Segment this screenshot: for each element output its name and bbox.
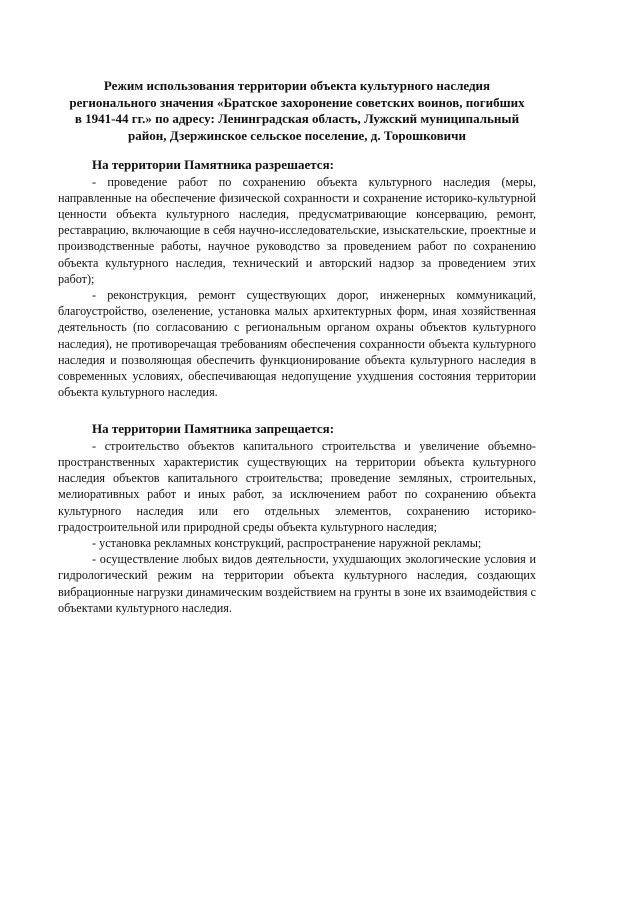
- allowed-section: [58, 157, 536, 400]
- prohibited-item: - осуществление любых видов деятельности, ухудшающих экологические условия и гидрологический режим на территории объекта культурного наследия, создающих вибрационные нагрузки динамическим воздействием на грунты в зоне их взаимодействия с объектами культурного наследия.: [58, 552, 536, 615]
- title-line: регионального значения «Братское захоронение советских воинов, погибших: [69, 94, 525, 110]
- document-title: [58, 78, 536, 144]
- document-page: [58, 78, 536, 616]
- prohibited-section: [58, 421, 536, 616]
- section-spacer: [58, 400, 536, 421]
- prohibited-heading: На территории Памятника запрещается:: [92, 421, 335, 437]
- allowed-heading: На территории Памятника разрешается:: [92, 157, 334, 172]
- title-line: в 1941-44 гг.» по адресу: Ленинградская область, Лужский муниципальный: [74, 111, 520, 126]
- prohibited-item: - строительство объектов капитального строительства и увеличение объемно-пространственных характеристик существующих на территории объекта культурного наследия объектов капитального строительства; проведение земляных, строительных, мелиоративных работ и иных работ, за исключением работ по сохранению объекта культурного наследия или его отдельных элементов, сохранению историко-градостроительной или природной среды объекта культурного наследия;: [58, 438, 536, 534]
- title-line: район, Дзержинское сельское поселение, д. Торошковичи: [128, 127, 466, 143]
- title-line: Режим использования территории объекта культурного наследия: [103, 78, 491, 93]
- allowed-item: - проведение работ по сохранению объекта культурного наследия (меры, направленные на обеспечение физической сохранности и сохранение историко-культурной ценности объекта культурного наследия, предусматривающие консервацию, ремонт, реставрацию, включающие в себя научно-исследовательские, изыскательские, проектные и производственные работы, научное руководство за проведением работ по сохранению объекта культурного наследия, технический и авторский надзор за проведением этих работ);: [58, 174, 536, 286]
- allowed-item: - реконструкция, ремонт существующих дорог, инженерных коммуникаций, благоустройство, озеленение, установка малых архитектурных форм, иная хозяйственная деятельность (по согласованию с региональным органом охраны объектов культурного наследия), не противоречащая требованиям обеспечения сохранности объекта культурного наследия и позволяющая обеспечить функционирование объекта культурного наследия в современных условиях, обеспечивающая недопущение ухудшения состояния территории объекта культурного наследия.: [58, 287, 536, 400]
- prohibited-item: - установка рекламных конструкций, распространение наружной рекламы;: [92, 536, 482, 551]
